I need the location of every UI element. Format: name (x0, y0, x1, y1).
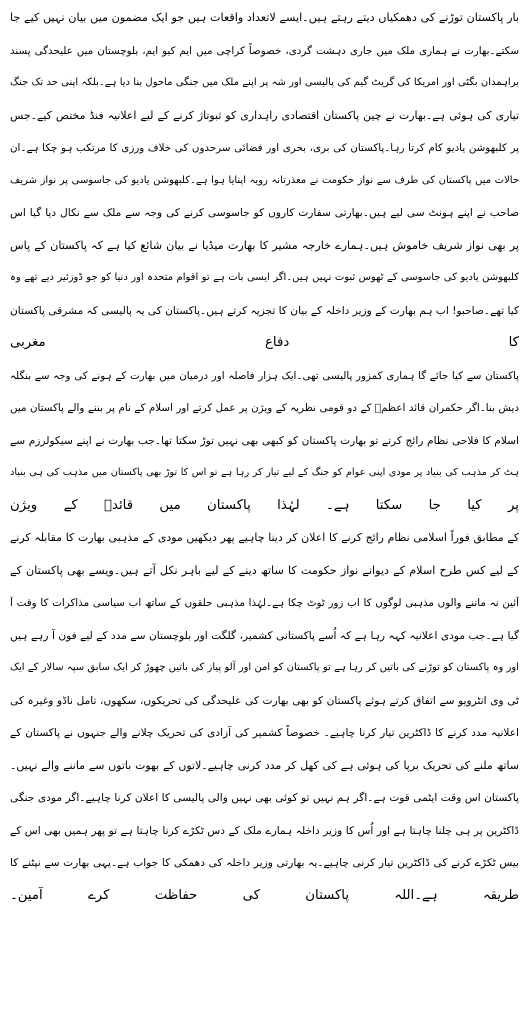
article-line: آئین نہ ماننے والوں مذہبی لوگوں کا اب زور ٹوٹ چکا ہے۔لہٰذا مذہبی حلقوں کے ساتھ اب سیاسی مذاکرات کا وقت آ (10, 597, 519, 609)
article-line: اعلانیہ مدد کرنے کا ڈاکٹرین تیار کرنا چاہیے۔ خصوصاً کشمیر کی آزادی کی تحریک چلانے والے جنہوں نے پاکستان کے (10, 727, 519, 739)
article-line: ڈاکٹرین پر ہی چلنا چاہتا ہے اور اُس کا وزیر داخلہ ہمارے ملک کے دس ٹکڑے کرنا چاہتا ہے تو پھر ہمیں بھی اس کے (10, 824, 519, 837)
article-line: براہمدان بگٹی اور امریکا کی گریٹ گیم کی پالیسی اور شہ پر اپنے ملک میں جنگی ماحول بنا دیا ہے۔بلکہ اپنی حد تک جنگ (10, 77, 519, 88)
article-line: اور وہ پاکستان کو توڑنے کی باتیں کر رہا ہے تو پاکستان کو امن اور آلو پیاز کی باتیں چھوڑ کر ایک سابق سپہ سالار کے ایک (10, 662, 519, 673)
article-line: صاحب نے اپنے ہونٹ سی لیے ہیں۔بھارتی سفارت کاروں کو جاسوسی کرنے کی وجہ سے ملک سے نکال دیا گیا اس (10, 207, 519, 219)
article-line: بیس ٹکڑے کرنے کی ڈاکٹرین تیار کرنی چاہیے۔یہ بھارتی وزیر داخلہ کی دھمکی کا جواب ہے۔یہی بھارت سے نپٹنے کا (10, 857, 519, 869)
article-line: طریقہ ہے۔اللہ پاکستان کی حفاظت کرے آمین۔ (10, 887, 519, 903)
article-line: کلبھوشن یادیو کی جاسوسی کے ٹھوس ثبوت نہیں ہیں۔اگر ایسی بات ہے تو اقوام متحدہ اور دنیا کو جو ڈوزئیر دیے تھے وہ (10, 272, 519, 283)
article-line: ساتھ ملنے کی تحریک برپا کی ہوئی ہے کی کھل کر مدد کرنی چاہیے۔لاتوں کے بھوت باتوں سے ماننے والے نہیں۔ (10, 758, 519, 772)
article-line: تیاری کی ہوئی ہے۔بھارت نے چین پاکستان اقتصادی راہداری کو ثبوتاژ کرنے کے لیے اعلانیہ فنڈ مختص کیے۔جس (10, 108, 519, 122)
article-line: کے مطابق فوراً اسلامی نظام رائج کرنے کا اعلان کر دینا چاہیے پھر دیکھیں مودی کے مذہبی بھارت کا مقابلہ کرنے (10, 531, 519, 544)
article-line: بار پاکستان توڑنے کی دھمکیاں دیتے رہتے ہیں۔ایسے لاتعداد واقعات ہیں جو ایک مضمون میں بیان نہیں کیے جا (10, 11, 519, 24)
article-line: ہٹ کر مذہب کی بنیاد پر مودی اپنی عوام کو جنگ کے لیے تیار کر رہا ہے تو اس کا توڑ بھی پاکستان میں مذہب کی ہی بنیاد (10, 467, 519, 478)
article-line: کیا تھے۔صاحبو! اب ہم بھارت کے وزیر داخلہ کے بیان کا تجزیہ کرتے ہیں۔پاکستان کی یہ پالیسی کہ مشرقی پاکستان (10, 304, 519, 317)
article-line: حالات میں پاکستان کی طرف سے نواز حکومت نے معذرتانہ رویہ اپنایا ہوا ہے۔کلبھوشن یادیو کی جاسوسی پر نواز شریف (10, 174, 519, 186)
article-line: اسلام کا فلاحی نظام رائج کرتے تو بھارت پاکستان کو کبھی بھی نہیں توڑ سکتا تھا۔جب بھارت نے اپنے سیکولرزم سے (10, 434, 519, 447)
article-line: ٹی وی انٹرویو سے اتفاق کرتے ہوئے پاکستان کو بھی بھارت کی علیحدگی کی تحریکوں، سکھوں، تامل ناڈو وغیرہ کی (10, 694, 519, 707)
article-line: گیا ہے۔جب مودی اعلانیہ کہہ رہا ہے کہ اُسے پاکستانی کشمیر، گلگت اور بلوچستان سے مدد کے لیے فون آ رہے ہیں (10, 629, 519, 642)
article-line: پاکستان سے کیا جائے گا ہماری کمزور پالیسی تھی۔ایک ہزار فاصلہ اور درمیان میں بھارت کے ہونے کی وجہ سے بنگلہ (10, 369, 519, 382)
article-line: کا دفاع مغربی (10, 335, 519, 350)
article-line: پر بھی نواز شریف خاموش ہیں۔ہمارے خارجہ مشیر کا بھارت میڈیا نے بیان شائع کیا ہے کہ پاکستان کے پاس (10, 238, 519, 252)
article-line: پر کلبھوشن یادیو کام کرتا رہا۔پاکستان کی بری، بحری اور فضائی سرحدوں کی خلاف ورزی کا مرتکب ہو چکا ہے۔ان (10, 142, 519, 154)
article-line: پر کیا جا سکتا ہے۔ لہٰذا پاکستان میں قائدؒ کے ویژن (10, 497, 519, 513)
article-line: پاکستان اس وقت ایٹمی قوت ہے۔اگر ہم نہیں تو کوئی بھی نہیں والی پالیسی کا اعلان کرنا چاہیے۔اگر مودی جنگی (10, 792, 519, 804)
article-line: کے لیے کس طرح اسلام کے دیوانے نواز حکومت کا ساتھ دینے کے لیے باہر نکل آتے ہیں۔ویسے بھی پاکستان کے (10, 563, 519, 577)
article-line: دیش بنا۔اگر حکمران قائد اعظمؒ کے دو قومی نظریہ کے ویژن پر عمل کرتے اور اسلام کے نام پر بننے والے پاکستان میں (10, 402, 519, 414)
article-line: سکتے۔بھارت نے ہماری ملک میں جاری دہشت گردی، خصوصاً کراچی میں ایم کیو ایم، بلوچستان میں علیحدگی پسند (10, 44, 519, 57)
